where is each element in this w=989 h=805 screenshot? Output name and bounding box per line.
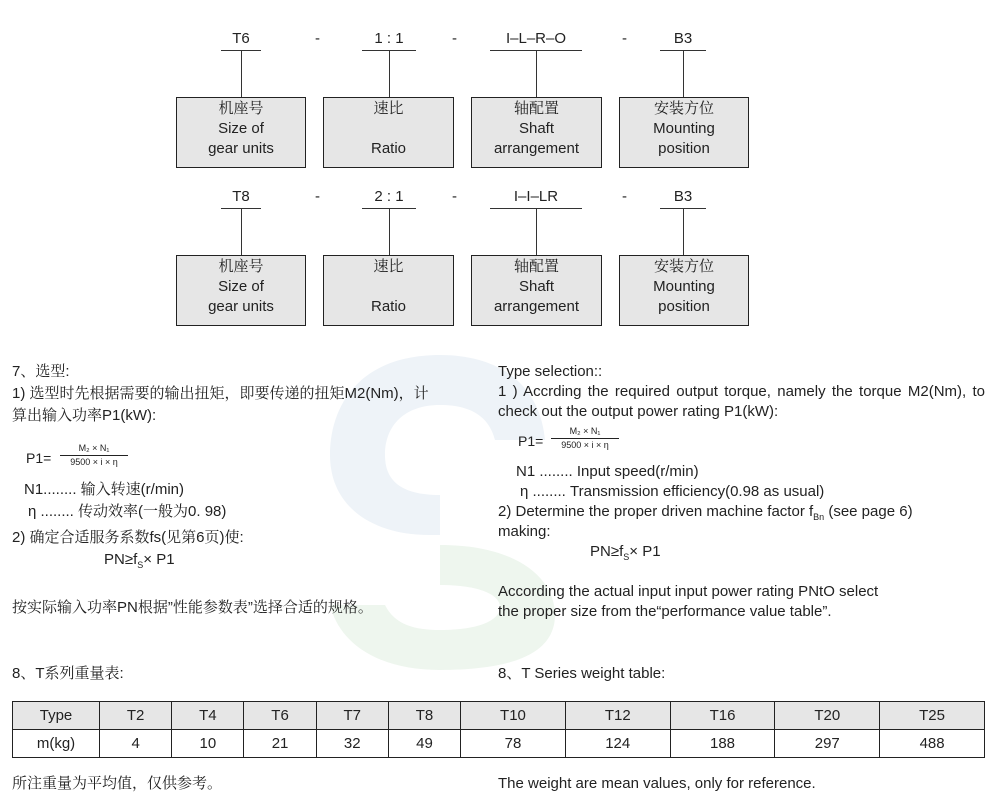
table-cell: 297 xyxy=(775,730,880,758)
paragraph-line: making: xyxy=(498,523,551,540)
formula-fraction: M₂ × N₁ 9500 × i × η xyxy=(60,443,128,468)
code-mounting: B3 xyxy=(673,30,693,47)
table-header-cell: Type xyxy=(13,702,100,730)
code-mounting: B3 xyxy=(673,188,693,205)
connector-line xyxy=(536,208,537,256)
weight-table xyxy=(12,701,985,758)
table-header-cell: T12 xyxy=(565,702,670,730)
table-header-cell: T20 xyxy=(775,702,880,730)
weight-note-zh: 所注重量为平均值，仅供参考。 xyxy=(12,775,223,792)
connector-line xyxy=(683,208,684,256)
weight-heading-en: 8、T Series weight table: xyxy=(498,665,666,682)
connector-line xyxy=(241,208,242,256)
n1-definition: N1 ........ Input speed(r/min) xyxy=(516,463,699,480)
box-ratio: 速比 Ratio xyxy=(323,97,454,168)
table-cell: m(kg) xyxy=(13,730,100,758)
table-header-cell: T10 xyxy=(461,702,566,730)
table-header-cell: T2 xyxy=(100,702,172,730)
box-shaft: 轴配置 Shaft arrangement xyxy=(471,97,602,168)
pn-formula: $PN\ge f_S\times P1$ xyxy=(590,543,661,562)
separator-dash: - xyxy=(315,30,320,47)
connector-line xyxy=(389,50,390,98)
table-cell: 124 xyxy=(565,730,670,758)
section-heading: Type selection:: xyxy=(498,363,603,380)
weight-note-en: The weight are mean values, only for reference. xyxy=(498,775,816,792)
weight-heading-zh: 8、T系列重量表: xyxy=(12,665,124,682)
separator-dash: - xyxy=(452,30,457,47)
paragraph-line: According the actual input input power rating PNtO select xyxy=(498,583,879,600)
table-row xyxy=(13,730,985,758)
connector-line xyxy=(683,50,684,98)
code-size: T6 xyxy=(232,30,250,47)
table-cell: 10 xyxy=(172,730,244,758)
connector-line xyxy=(241,50,242,98)
paragraph-line: 1) 选型时先根据需要的输出扭矩，即要传递的扭矩M2(Nm)，计 xyxy=(12,385,429,402)
code-ratio: 1 : 1 xyxy=(374,30,404,47)
formula-fraction: M₂ × N₁ 9500 × i × η xyxy=(551,426,619,451)
table-header-cell: T16 xyxy=(670,702,775,730)
table-cell: 488 xyxy=(880,730,985,758)
table-header-cell: T8 xyxy=(388,702,460,730)
connector-line xyxy=(536,50,537,98)
box-mounting: 安装方位 Mounting position xyxy=(619,97,749,168)
code-shaft: I–I–LR xyxy=(513,188,559,205)
table-cell: 32 xyxy=(316,730,388,758)
table-header-cell: T7 xyxy=(316,702,388,730)
paragraph-line: 2) Determine the proper driven machine factor $f_{Bn}$ (see page 6) xyxy=(498,503,913,522)
eta-definition: η ........ 传动效率(一般为0. 98) xyxy=(28,503,227,520)
code-size: T8 xyxy=(232,188,250,205)
paragraph-line: 按实际输入功率PN根据”性能参数表”选择合适的规格。 xyxy=(12,599,373,616)
box-ratio: 速比 Ratio xyxy=(323,255,454,326)
separator-dash: - xyxy=(622,30,627,47)
table-header-cell: T4 xyxy=(172,702,244,730)
n1-definition: N1........ 输入转速(r/min) xyxy=(24,481,185,498)
code-ratio: 2 : 1 xyxy=(374,188,404,205)
box-shaft: 轴配置 Shaft arrangement xyxy=(471,255,602,326)
box-mounting: 安装方位 Mounting position xyxy=(619,255,749,326)
connector-line xyxy=(389,208,390,256)
formula-label: P1= xyxy=(26,450,52,466)
separator-dash: - xyxy=(452,188,457,205)
paragraph: 1 ) Accrding the required output torque, namely the torque M2(Nm), to check out the output power rating P1(kW): xyxy=(498,383,985,420)
table-header-cell: T25 xyxy=(880,702,985,730)
table-header-cell: T6 xyxy=(244,702,316,730)
box-size: 机座号 Size of gear units xyxy=(176,97,306,168)
table-cell: 78 xyxy=(461,730,566,758)
table-cell: 188 xyxy=(670,730,775,758)
code-shaft: I–L–R–O xyxy=(505,30,567,47)
paragraph-line: 算出输入功率P1(kW): xyxy=(12,407,157,424)
table-cell: 4 xyxy=(100,730,172,758)
box-size: 机座号 Size of gear units xyxy=(176,255,306,326)
separator-dash: - xyxy=(315,188,320,205)
table-cell: 49 xyxy=(388,730,460,758)
table-header-row xyxy=(13,702,985,730)
eta-definition: η ........ Transmission efficiency(0.98 as usual) xyxy=(520,483,825,500)
pn-formula: $PN\ge f_S\times P1$ xyxy=(104,551,175,570)
section-heading: 7、选型: xyxy=(12,363,70,380)
paragraph-line: 2) 确定合适服务系数fs(见第6页)使: xyxy=(12,529,244,546)
paragraph-line: the proper size from the“performance value table”. xyxy=(498,603,832,620)
separator-dash: - xyxy=(622,188,627,205)
formula-label: P1= xyxy=(518,433,544,449)
table-cell: 21 xyxy=(244,730,316,758)
